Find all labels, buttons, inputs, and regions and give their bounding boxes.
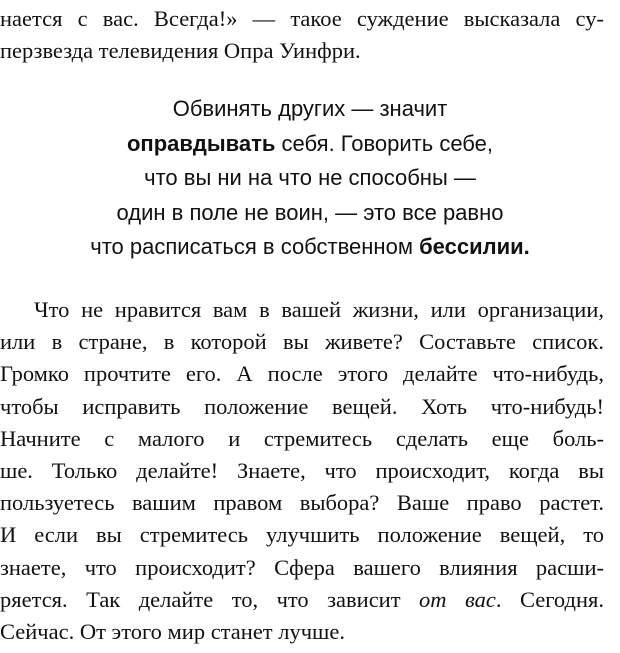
text-segment: . Сегодня. [495,586,604,612]
quote-line: один в поле не воин, — это все равно [116,199,504,225]
quote-emphasis: бессилии. [419,234,530,259]
pull-quote [0,92,620,265]
text-line: знаете, что происходит? Сфера вашего влияния расши- [0,554,604,580]
text-line: Что не нравится вам в вашей жизни, или организации, [34,297,604,322]
text-line: Громко прочтите его. А после этого делайте что-нибудь, [0,361,604,387]
text-segment: ряется. Так делайте то, что зависит [0,586,420,612]
text-line: пользуетесь вашим правом выбора? Ваше право растет. [0,490,604,516]
text-line: нается с вас. Всегда!» — такое суждение высказала су- [0,6,604,31]
text-line [0,584,604,616]
text-line: ше. Только делайте! Знаете, что происходит, когда вы [0,458,604,484]
quote-text: что расписаться в собственном [90,234,420,259]
text-line: Начните с малого и стремитесь сделать еще боль- [0,425,604,451]
quote-line [0,127,620,162]
quote-emphasis: оправдывать [126,130,276,156]
main-paragraph [0,294,604,648]
quote-line [0,230,620,265]
intro-paragraph [0,3,604,67]
text-line: Сейчас. От этого мир станет лучше. [0,619,345,645]
quote-line: что вы ни на что не способны — [144,165,476,190]
quote-text: себя. Говорить себе, [275,130,494,156]
text-line: перзвезда телевидения Опра Уинфри. [0,38,361,64]
text-line: или в стране, в которой вы живете? Составьте список. [0,329,604,355]
text-line: чтобы исправить положение вещей. Хоть что-нибудь! [0,393,604,419]
quote-line: Обвинять других — значит [172,96,448,121]
text-line: И если вы стремитесь улучшить положение вещей, то [0,522,604,548]
italic-emphasis: от вас [419,586,496,612]
